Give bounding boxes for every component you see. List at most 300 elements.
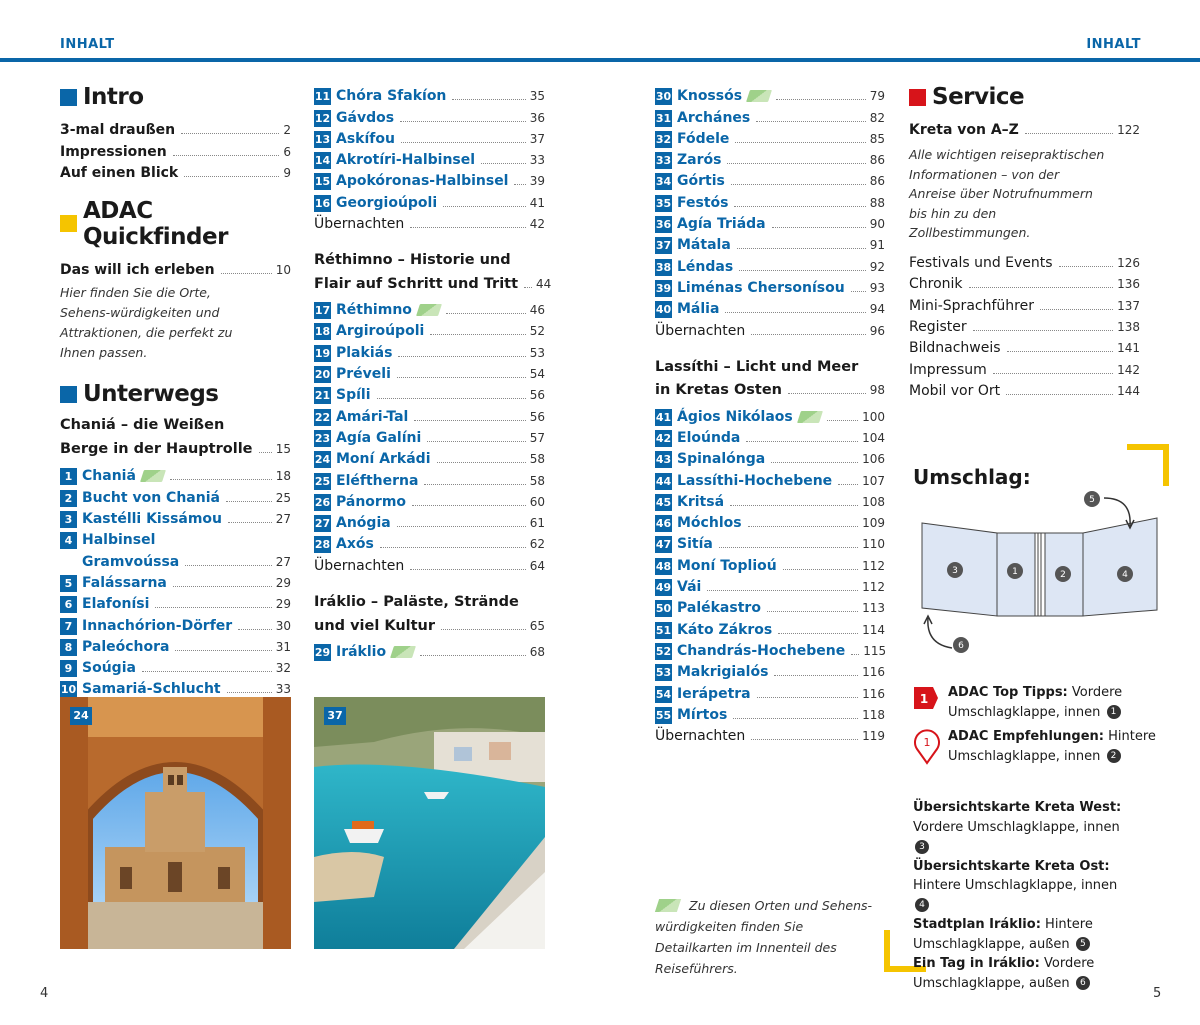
toc-label: Anógia [336,515,391,532]
place-number-badge: 53 [655,666,672,680]
quickfinder-square-icon [60,215,77,232]
svg-text:1: 1 [923,736,931,749]
service-title: Service [932,84,1025,110]
toc-row[interactable] [314,383,545,404]
place-number-badge: 25 [314,474,331,488]
toc-page: 88 [869,195,885,210]
monastery-illustration [60,697,291,949]
toc-row[interactable] [60,635,291,656]
toc-row[interactable] [655,404,885,425]
toc-page: 27 [275,554,291,569]
toc-label: Agía Triáda [677,216,766,233]
dot-leader [452,99,525,100]
harbour-illustration [314,697,545,949]
toc-row-region-lassithi[interactable] [655,378,885,399]
intro-list [60,118,291,182]
toc-page: 35 [529,89,545,104]
dot-leader [175,650,271,651]
dot-leader [969,287,1114,288]
toc-label: Zarós [677,152,722,169]
toc-page: 92 [869,259,885,274]
toc-page: 64 [529,558,545,573]
toc-row[interactable] [909,357,1140,378]
toc-page: 53 [529,345,545,360]
toc-row[interactable] [314,468,545,489]
toc-label: Kreta von A–Z [909,122,1019,139]
svg-text:1: 1 [919,692,929,706]
toc-label: Mobil vor Ort [909,382,1001,399]
toc-page: 119 [862,729,885,744]
toc-page: 29 [275,575,291,590]
place-number-badge: 55 [655,708,672,722]
toc-page: 118 [862,707,885,722]
toc-row[interactable] [909,272,1140,293]
lassithi-places-list [655,404,885,723]
dot-leader [424,484,525,485]
place-number-badge: 26 [314,495,331,509]
toc-label: Léndas [677,258,734,275]
toc-page: 44 [536,276,552,291]
toc-row[interactable] [314,340,545,361]
toc-label: Ierápetra [677,685,751,702]
dot-leader [1025,133,1113,134]
ref-number-icon: 5 [1076,937,1090,951]
toc-page: 61 [529,516,545,531]
toc-label: Mírtos [677,706,728,723]
dot-leader [778,633,858,634]
toc-label: Apokóronas-Halbinsel [336,173,509,190]
corner-bracket-top [1127,444,1169,486]
toc-row[interactable] [314,490,545,511]
toc-row[interactable] [655,617,885,638]
dot-leader [227,692,272,693]
toc-row[interactable] [655,468,885,489]
dot-leader [731,184,866,185]
toc-page: 37 [529,131,545,146]
toc-row[interactable] [909,336,1140,357]
toc-page: 93 [869,280,885,295]
toc-page: 15 [275,442,291,457]
column-3 [655,84,885,745]
dot-leader [733,718,858,719]
dot-leader [1059,266,1114,267]
place-number-badge: 30 [655,90,672,104]
toc-row[interactable] [909,379,1140,400]
toc-row[interactable] [655,169,885,190]
service-heading [909,84,1140,110]
toc-label: Gávdos [336,109,395,126]
dot-leader [441,629,526,630]
cover-fold-diagram [912,488,1172,663]
place-number-badge: 22 [314,410,331,424]
toc-row[interactable] [655,254,885,275]
detail-map-icon [655,899,681,913]
panel-number: 2 [1060,570,1066,580]
ref-number-icon: 3 [915,840,929,854]
detail-map-icon [142,470,164,482]
photo-moni-arkadi [60,697,291,949]
toc-row[interactable] [655,148,885,169]
dot-leader [238,629,272,630]
dot-leader [1040,309,1113,310]
dot-leader [397,526,526,527]
toc-page: 46 [529,303,545,318]
toc-page: 116 [862,686,885,701]
toc-row[interactable] [655,212,885,233]
place-number-badge: 38 [655,260,672,274]
toc-label: Berge in der Hauptrolle [60,441,253,458]
place-number-badge: 43 [655,453,672,467]
column-1 [60,84,291,698]
dot-leader [1006,394,1113,395]
toc-label: Festivals und Events [909,255,1053,272]
toc-label: Móchlos [677,515,742,532]
detail-map-icon [392,646,414,658]
toc-row[interactable] [655,703,885,724]
toc-row-stay[interactable] [655,724,885,745]
toc-row[interactable] [314,148,545,169]
place-number-badge: 5 [60,575,77,592]
dot-leader [751,739,858,740]
toc-page: 18 [275,469,291,484]
dot-leader [427,441,525,442]
dot-leader [443,206,526,207]
dot-leader [776,99,866,100]
toc-label: Register [909,318,967,335]
toc-label: Bildnachweis [909,340,1001,357]
dot-leader [142,671,272,672]
toc-row[interactable] [655,426,885,447]
toc-row[interactable] [655,127,885,148]
dot-leader [170,479,272,480]
toc-row[interactable] [655,575,885,596]
quickfinder-note: Hier finden Sie die Orte, Sehens-würdigkeiten und Attraktionen, die perfekt zu Ihnen passen. [60,285,233,361]
toc-row[interactable] [314,319,545,340]
legend-text: Vordere Umschlagklappe, außen [913,956,1095,991]
chania-places-list-2 [314,84,545,212]
legend-bold: Übersichtskarte Kreta West: [913,800,1122,815]
toc-row-stay[interactable] [655,318,885,339]
toc-row-quickfinder[interactable] [60,258,291,279]
legend-text: Vordere Umschlagklappe, innen [913,819,1120,835]
service-square-icon [909,89,926,106]
dot-leader [751,334,865,335]
toc-page: 110 [862,537,885,552]
toc-label: in Kretas Osten [655,382,783,399]
toc-page: 107 [862,473,885,488]
dot-leader [398,356,525,357]
dot-leader [746,441,858,442]
dot-leader [771,462,858,463]
toc-row[interactable] [60,592,291,613]
place-number-badge: 17 [314,304,331,318]
toc-label: Akrotíri-Halbinsel [336,152,476,169]
unterwegs-heading [60,381,291,407]
toc-page: 58 [529,473,545,488]
dot-leader [185,565,271,566]
toc-row[interactable] [655,190,885,211]
toc-page: 85 [869,131,885,146]
toc-row[interactable] [655,596,885,617]
toc-page: 68 [529,644,545,659]
legend-bold: ADAC Empfehlungen: [948,729,1104,744]
place-number-badge: 19 [314,346,331,360]
header-label-left: INHALT [60,37,115,52]
legend-bold: Stadtplan Iráklio: [913,917,1041,932]
dot-leader [437,462,526,463]
chania-places-list [60,464,291,698]
toc-page: 98 [869,383,885,398]
dot-leader [410,569,525,570]
toc-row-stay[interactable] [314,553,545,574]
place-number-badge: 33 [655,154,672,168]
toc-label: Spíli [336,387,371,404]
dot-leader [739,270,866,271]
toc-page: 142 [1117,362,1140,377]
toc-label: Vái [677,579,702,596]
toc-row[interactable] [655,105,885,126]
toc-page: 10 [275,263,291,278]
toc-row[interactable] [60,677,291,698]
dot-leader [228,522,272,523]
toc-row[interactable] [655,84,885,105]
dot-leader [221,273,272,274]
toc-row[interactable] [655,511,885,532]
toc-row[interactable] [655,276,885,297]
toc-row[interactable] [655,297,885,318]
panel-number: 1 [1012,567,1018,577]
legend-bold: Ein Tag in Iráklio: [913,956,1040,971]
place-number-badge: 4 [60,532,77,549]
intro-square-icon [60,89,77,106]
toc-page: 33 [275,682,291,697]
toc-label: Kastélli Kissámou [82,511,223,528]
dot-leader [851,654,859,655]
toc-label: Palékastro [677,600,761,617]
place-number-badge: 21 [314,389,331,403]
toc-page: 79 [869,89,885,104]
dot-leader [993,373,1113,374]
place-number-badge: 46 [655,517,672,531]
place-number-badge: 47 [655,538,672,552]
toc-label: Georgioúpoli [336,194,438,211]
toc-row[interactable] [314,640,545,661]
toc-page: 86 [869,153,885,168]
dot-leader [380,547,526,548]
place-number-badge: 44 [655,474,672,488]
ref-number-icon: 2 [1107,749,1121,763]
place-number-badge: 39 [655,281,672,295]
toc-row[interactable] [60,118,291,139]
dot-leader [173,586,272,587]
toc-row[interactable] [655,639,885,660]
panel-number: 5 [1089,495,1095,505]
toc-row[interactable] [314,190,545,211]
toc-row-service-main[interactable] [909,118,1140,139]
place-number-badge: 45 [655,495,672,509]
place-number-badge: 9 [60,660,77,677]
toc-row[interactable] [655,490,885,511]
ref-number-icon: 1 [1107,705,1121,719]
toc-page: 65 [529,618,545,633]
toc-page: 126 [1117,256,1140,271]
toc-row-region-rethimno[interactable] [314,272,552,293]
toc-row[interactable] [60,464,291,485]
dot-leader [756,121,865,122]
panel-number: 3 [952,566,958,576]
toc-label: 3-mal draußen [60,122,176,139]
toc-page: 141 [1117,341,1140,356]
toc-label: Mini-Sprachführer [909,297,1034,314]
place-number-badge: 2 [60,490,77,507]
toc-label: Makrigialós [677,664,769,681]
toc-row[interactable] [909,315,1140,336]
dot-leader [767,611,858,612]
toc-page: 36 [529,110,545,125]
toc-page: 112 [862,580,885,595]
toc-row[interactable] [314,84,545,105]
toc-row[interactable] [314,447,545,468]
toc-label: Iráklio [336,643,387,660]
toc-row[interactable] [655,532,885,553]
service-list [909,251,1140,400]
toc-label: Préveli [336,366,391,383]
page-number-left: 4 [40,986,49,1001]
cover-title: Umschlag: [913,465,1031,489]
ref-number-icon: 6 [1076,976,1090,990]
toc-label: Eloúnda [677,429,741,446]
dot-leader [524,287,532,288]
dot-leader [377,398,526,399]
legend-text: Hintere Umschlagklappe, innen [948,729,1156,764]
toc-label: Réthimno [336,302,412,319]
toc-page: 100 [862,409,885,424]
toc-row[interactable] [655,553,885,574]
dot-leader [748,526,859,527]
intro-heading [60,84,291,110]
toc-label: Askífou [336,130,395,147]
toc-row[interactable] [655,660,885,681]
region-title-line: Réthimno – Historie und [314,252,511,269]
map-note [655,895,880,979]
toc-page: 112 [862,558,885,573]
toc-label: Ágios Nikólaos [677,408,793,425]
place-number-badge: 28 [314,538,331,552]
legend-recommendations [913,727,1163,766]
toc-row[interactable] [60,161,291,182]
toc-row-region-chania[interactable] [60,437,291,459]
toc-row[interactable] [314,511,545,532]
rethimno-places-list [314,298,545,554]
toc-page: 138 [1117,319,1140,334]
toc-row[interactable] [60,139,291,160]
toc-label: Das will ich erleben [60,262,215,279]
toc-row[interactable] [60,507,291,528]
toc-label: Káto Zákros [677,621,773,638]
dot-leader [401,142,526,143]
toc-page: 104 [862,430,885,445]
toc-row[interactable] [60,571,291,592]
toc-row[interactable] [60,656,291,677]
place-number-badge: 23 [314,431,331,445]
column-4 [909,84,1140,400]
recommendation-pin-icon [913,729,941,765]
toc-label: Flair auf Schritt und Tritt [314,275,519,292]
toc-label: Übernachten [314,216,405,233]
toc-page: 109 [862,516,885,531]
toc-row[interactable] [314,532,545,553]
toc-row[interactable] [909,251,1140,272]
toc-page: 58 [529,452,545,467]
dot-leader [446,313,526,314]
toc-row[interactable] [314,127,545,148]
ref-number-icon: 4 [915,898,929,912]
toc-row[interactable] [314,105,545,126]
dot-leader [430,334,525,335]
toc-page: 25 [275,490,291,505]
toc-page: 113 [862,601,885,616]
toc-row[interactable] [655,681,885,702]
intro-title: Intro [83,84,144,110]
place-number-badge: 12 [314,111,331,125]
toc-label: Mália [677,301,720,318]
legend-text: Hintere Umschlagklappe, innen [913,878,1118,893]
toc-label: Soúgia [82,660,136,677]
toc-row[interactable] [60,528,291,549]
place-number-badge: 15 [314,175,331,189]
toc-row[interactable] [60,613,291,634]
toc-label: Pánormo [336,493,407,510]
place-number-badge: 37 [655,239,672,253]
dot-leader [412,505,526,506]
dot-leader [838,484,858,485]
toc-row[interactable] [909,293,1140,314]
region-title-line: Chaniá – die Weißen [60,417,225,434]
legend-bold: ADAC Top Tipps: [948,685,1068,700]
toc-page: 52 [529,324,545,339]
dot-leader [735,142,865,143]
toc-row[interactable] [60,485,291,506]
toc-label: Argiroúpoli [336,323,425,340]
toc-page: 57 [529,430,545,445]
toc-row[interactable] [314,169,545,190]
toc-row[interactable] [314,404,545,425]
dot-leader [226,501,272,502]
photo-badge: 24 [70,707,92,725]
toc-row[interactable] [314,362,545,383]
toc-page: 137 [1117,298,1140,313]
toc-page: 115 [863,643,887,658]
toc-label: Impressionen [60,143,167,160]
toc-row-region-iraklio[interactable] [314,613,545,634]
dot-leader [737,248,866,249]
toc-label: Chandrás-Hochebene [677,642,846,659]
toc-row-stay[interactable] [314,212,545,233]
place-number-badge: 16 [314,196,331,210]
toc-label: Agía Galíni [336,429,422,446]
toc-row[interactable] [655,233,885,254]
toc-label: Axós [336,536,374,553]
dot-leader [259,452,272,453]
toc-row[interactable] [655,447,885,468]
dot-leader [772,227,866,228]
toc-row[interactable] [314,298,545,319]
toc-row[interactable] [314,426,545,447]
toc-page: 32 [275,661,291,676]
toc-row[interactable] [60,549,291,570]
toc-label: Moní Toplioú [677,557,777,574]
toc-page: 54 [529,367,545,382]
